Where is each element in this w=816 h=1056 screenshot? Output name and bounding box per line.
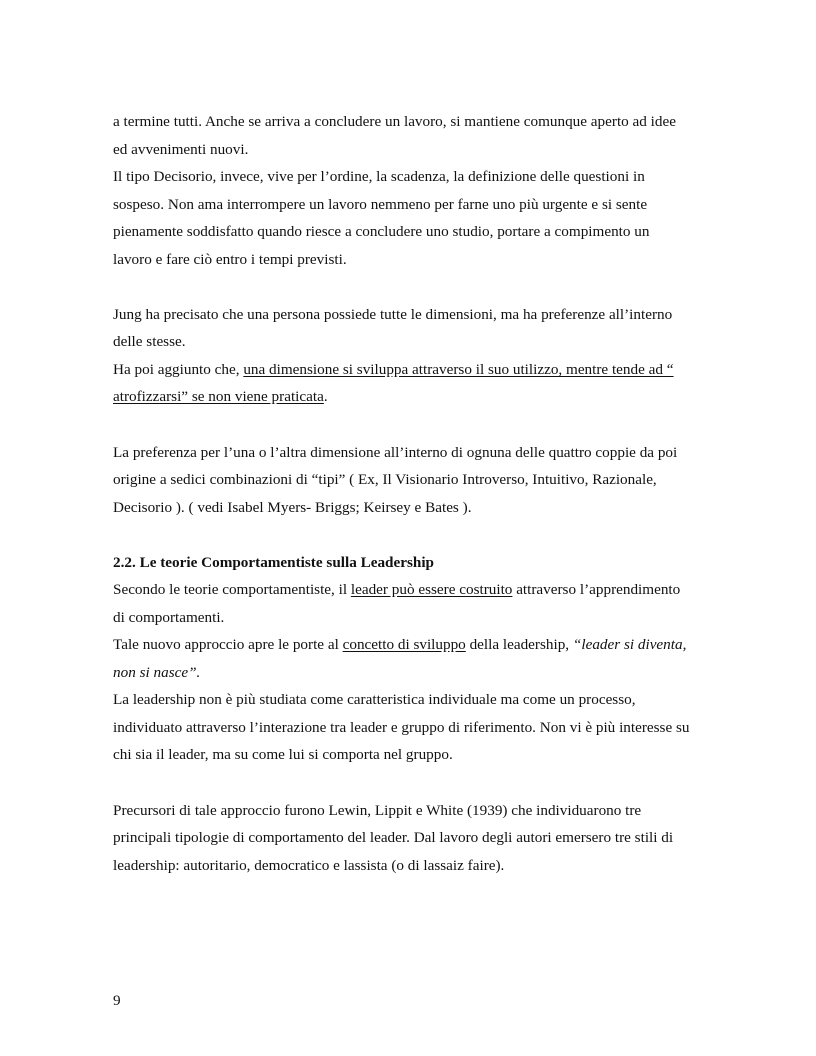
text-run: attraverso l’apprendimento bbox=[512, 581, 681, 598]
text-line: Precursori di tale approccio furono Lewin, Lippit e White (1939) che individuarono tre bbox=[113, 802, 642, 819]
section-heading: 2.2. Le teorie Comportamentiste sulla Leadership bbox=[113, 554, 435, 571]
text-line: Il tipo Decisorio, invece, vive per l’ordine, la scadenza, la definizione delle questioni in bbox=[113, 168, 645, 185]
text-line bbox=[113, 387, 328, 407]
text-line: pienamente soddisfatto quando riesce a concludere uno studio, portare a compimento un bbox=[113, 223, 650, 240]
italic-quote: non si nasce”. bbox=[113, 664, 201, 681]
text-line bbox=[113, 635, 686, 655]
text-line: delle stesse. bbox=[113, 333, 186, 350]
text-run: Ha poi aggiunto che, bbox=[113, 361, 244, 378]
underlined-text: atrofizzarsi” se non viene praticata bbox=[113, 388, 324, 405]
text-line: ed avvenimenti nuovi. bbox=[113, 141, 249, 158]
page-number: 9 bbox=[113, 992, 121, 1009]
text-line bbox=[113, 580, 680, 600]
text-run: Secondo le teorie comportamentiste, il bbox=[113, 581, 351, 598]
text-line: sospeso. Non ama interrompere un lavoro nemmeno per farne uno più urgente e si sente bbox=[113, 196, 648, 213]
text-line: lavoro e fare ciò entro i tempi previsti. bbox=[113, 251, 347, 268]
text-line: La preferenza per l’una o l’altra dimensione all’interno di ognuna delle quattro coppie da poi bbox=[113, 444, 678, 461]
text-line: origine a sedici combinazioni di “tipi” ( Ex, Il Visionario Introverso, Intuitivo, Razionale, bbox=[113, 471, 657, 488]
text-line: Jung ha precisato che una persona possiede tutte le dimensioni, ma ha preferenze all’interno bbox=[113, 306, 673, 323]
text-line bbox=[113, 360, 674, 380]
text-line: La leadership non è più studiata come caratteristica individuale ma come un processo, bbox=[113, 691, 636, 708]
text-run: . bbox=[323, 388, 328, 405]
text-line: Decisorio ). ( vedi Isabel Myers- Briggs; Keirsey e Bates ). bbox=[113, 499, 472, 516]
text-line: individuato attraverso l’interazione tra leader e gruppo di riferimento. Non vi è più interesse su bbox=[113, 719, 690, 736]
text-line: leadership: autoritario, democratico e lassista (o di lassaiz faire). bbox=[113, 857, 505, 874]
text-line: a termine tutti. Anche se arriva a concludere un lavoro, si mantiene comunque aperto ad idee bbox=[113, 113, 676, 130]
text-line: chi sia il leader, ma su come lui si comporta nel gruppo. bbox=[113, 746, 453, 763]
text-run: della leadership, bbox=[465, 636, 573, 653]
italic-quote: “leader si diventa, bbox=[572, 636, 687, 653]
text-line: di comportamenti. bbox=[113, 609, 225, 626]
underlined-text: concetto di sviluppo bbox=[342, 636, 466, 653]
text-run: Tale nuovo approccio apre le porte al bbox=[113, 636, 343, 653]
text-line: principali tipologie di comportamento del leader. Dal lavoro degli autori emersero tre stili di bbox=[113, 829, 674, 846]
underlined-text: leader può essere costruito bbox=[350, 581, 513, 598]
underlined-text: una dimensione si sviluppa attraverso il suo utilizzo, mentre tende ad “ bbox=[243, 361, 674, 378]
